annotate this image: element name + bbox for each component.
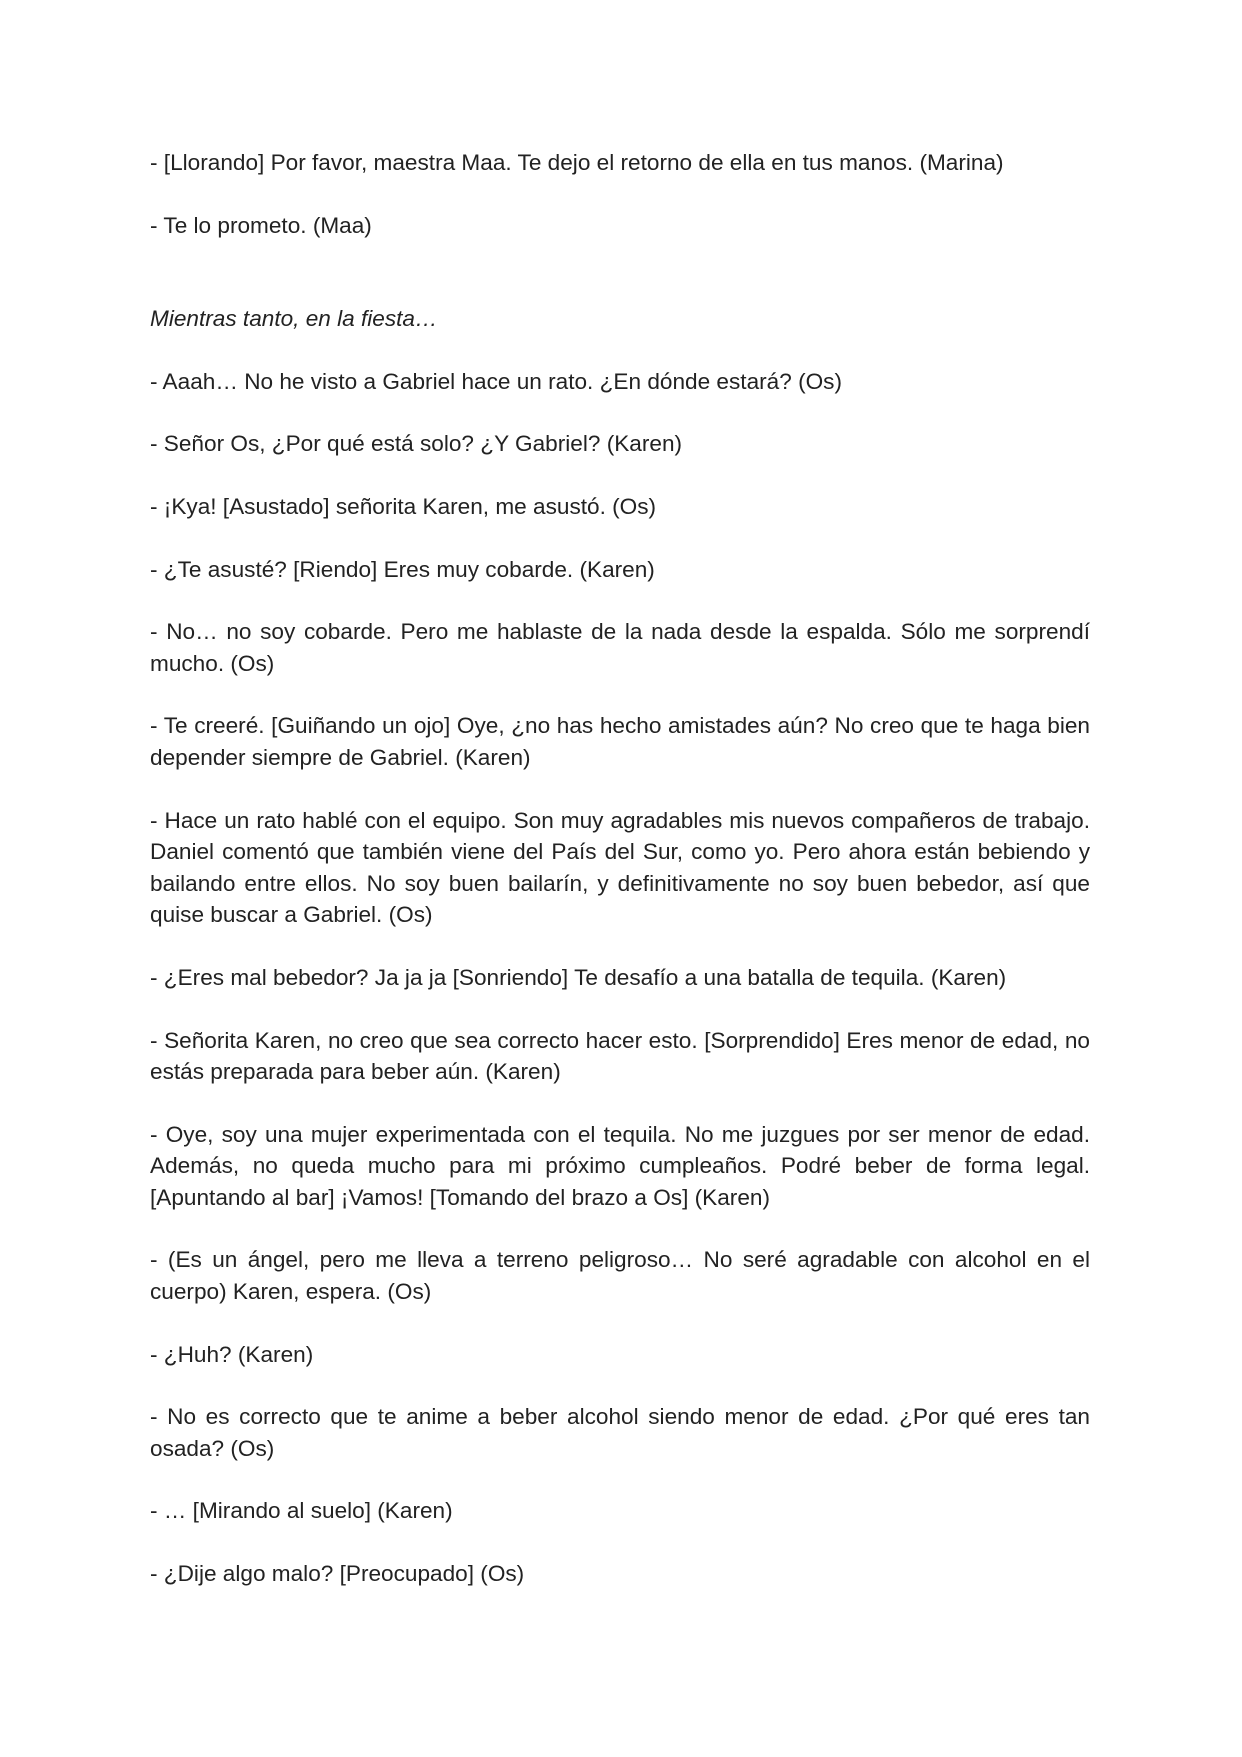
dialogue-line: - No… no soy cobarde. Pero me hablaste de la nada desde la espalda. Sólo me sorprendí mucho. (Os): [150, 619, 1090, 676]
dialogue-line: - Te lo prometo. (Maa): [150, 212, 372, 238]
dialogue-line: - Te creeré. [Guiñando un ojo] Oye, ¿no has hecho amistades aún? No creo que te haga bien depender siempre de Gabriel. (Karen): [150, 713, 1090, 770]
dialogue-line: - … [Mirando al suelo] (Karen): [150, 1498, 453, 1524]
dialogue-line: - Hace un rato hablé con el equipo. Son muy agradables mis nuevos compañeros de trabajo. Daniel comentó que también viene del País del Sur, como yo. Pero ahora están bebiendo y bailando entre ellos. No soy buen bailarín, y definitivamente no soy buen bebedor, así que quise buscar a Gabriel. (Os): [150, 807, 1090, 928]
dialogue-line: - ¿Te asusté? [Riendo] Eres muy cobarde. (Karen): [150, 556, 655, 582]
dialogue-line: - ¡Kya! [Asustado] señorita Karen, me asustó. (Os): [150, 493, 657, 519]
dialogue-line: - (Es un ángel, pero me lleva a terreno peligroso… No seré agradable con alcohol en el cuerpo) Karen, espera. (Os): [150, 1247, 1090, 1305]
dialogue-line: - No es correcto que te anime a beber alcohol siendo menor de edad. ¿Por qué eres tan osada? (Os): [150, 1404, 1090, 1461]
dialogue-line: - ¿Dije algo malo? [Preocupado] (Os): [150, 1561, 525, 1587]
dialogue-line: - [Llorando] Por favor, maestra Maa. Te dejo el retorno de ella en tus manos. (Marina): [150, 150, 1004, 175]
dialogue-line: - Señorita Karen, no creo que sea correcto hacer esto. [Sorprendido] Eres menor de edad, no estás preparada para beber aún. (Karen): [150, 1027, 1090, 1085]
document-body: [150, 147, 1090, 1621]
dialogue-line: - Oye, soy una mujer experimentada con el tequila. No me juzgues por ser menor de edad. Además, no queda mucho para mi próximo cumpleaños. Podré beber de forma legal. [Apuntando al bar] ¡Vamos! [Tomando del brazo a Os] (Karen): [150, 1121, 1090, 1210]
dialogue-line: - ¿Eres mal bebedor? Ja ja ja [Sonriendo] Te desafío a una batalla de tequila. (Karen): [150, 964, 1007, 990]
scene-transition: Mientras tanto, en la fiesta…: [150, 306, 438, 332]
dialogue-line: - ¿Huh? (Karen): [150, 1341, 314, 1367]
dialogue-line: - Aaah… No he visto a Gabriel hace un rato. ¿En dónde estará? (Os): [150, 368, 842, 394]
dialogue-line: - Señor Os, ¿Por qué está solo? ¿Y Gabriel? (Karen): [150, 431, 683, 457]
